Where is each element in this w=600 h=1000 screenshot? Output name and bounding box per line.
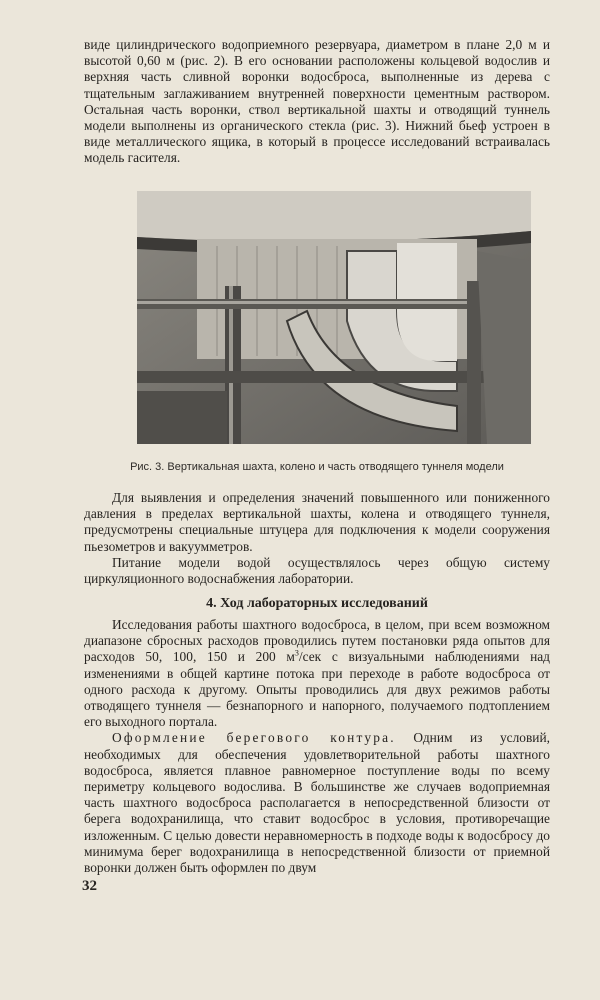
figure-caption: Рис. 3. Вертикальная шахта, колено и часть отводящего туннеля модели — [130, 461, 504, 473]
paragraph-text: Одним из условий, необходимых для обеспечения удовлетворительной работы шахтного водосброса, является плавное равномерное поступление воды по всему периметру кольцевого водослива. В большинстве же случаев водоприемная часть шахтного водосброса располагается в непосредственной близости от берега водохранилища, что ставит водосброс в условия, противоречащие изложенным. С целью довести неравномерность в подходе воды к водосбросу до минимума берег водохранилища в непосредственной близости от приемной воронки должен быть оформлен по двум — [84, 730, 550, 876]
figure-photo — [137, 191, 531, 444]
page-number: 32 — [82, 878, 97, 894]
paragraph-text: /сек с визуальными наблюдениями над изменениями в общей картине потока при переходе в работе водосброса от одного расхода к другому. Опыты проводились для двух режимов работы отводящего туннеля — безнапорного и напорного, получаемого подтоплением его выходного портала. — [84, 649, 550, 730]
paragraph: Для выявления и определения значений повышенного или пониженного давления в пределах вертикальной шахты, колена и отводящего туннеля, предусмотрены специальные штуцера для подключения к модели сооружения пьезометров и вакуумметров. — [84, 490, 550, 554]
paragraph: виде цилиндрического водоприемного резервуара, диаметром в плане 2,0 м и высотой 0,60 м (рис. 2). В его основании расположены кольцевой водослив и верхняя часть сливной воронки водосброса, выполненные из дерева с тщательным заглаживанием внутренней поверхности цементным раствором. Остальная часть воронки, ствол вертикальной шахты и отводящий туннель модели выполнены из органического стекла (рис. 3). Нижний бьеф устроен в виде металлического ящика, в который в процессе исследований встраивалась модель гасителя. — [84, 37, 550, 166]
paragraph-text: Исследования работы шахтного водосброса, в целом, при всем возможном диапазоне сбросных расходов проводились путем постановки ряда опытов для расходов 50, 100, 150 и 200 м — [84, 617, 550, 665]
spaced-subheading: Оформление берегового контура. — [112, 730, 396, 746]
text-block-middle — [84, 490, 550, 587]
paragraph — [84, 730, 550, 876]
superscript: 3 — [294, 648, 299, 658]
paragraph — [84, 617, 550, 730]
text-block-bottom — [84, 617, 550, 876]
paragraph: Питание модели водой осуществлялось через общую систему циркуляционного водоснабжения лаборатории. — [84, 554, 550, 587]
section-heading: 4. Ход лабораторных исследований — [206, 596, 428, 611]
text-block-top — [84, 37, 550, 167]
